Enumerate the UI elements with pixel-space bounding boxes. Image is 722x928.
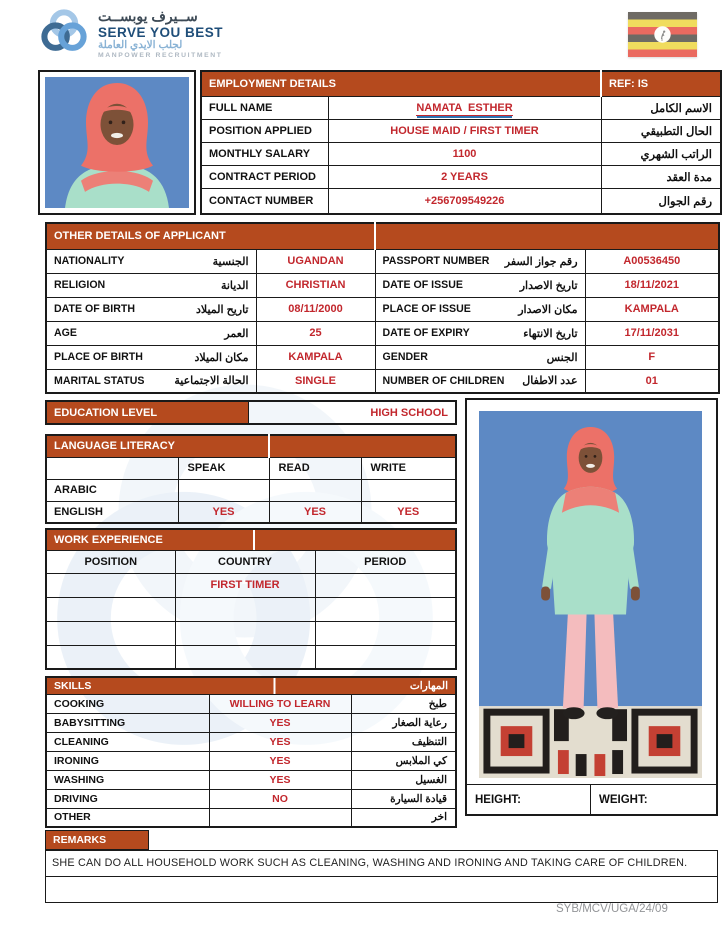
field-label: CONTRACT PERIOD	[201, 165, 328, 188]
field-value: A00536450	[585, 249, 719, 273]
uganda-flag-icon	[628, 12, 697, 57]
table-row	[46, 770, 456, 789]
field-label-arabic: الديانة	[220, 279, 249, 292]
field-label: DATE OF ISSUE	[382, 279, 463, 291]
field-value	[328, 96, 601, 119]
agency-name: SERVE YOU BEST	[98, 25, 224, 41]
skill-label: DRIVING	[46, 789, 209, 808]
field-label: NATIONALITY	[54, 255, 125, 267]
skill-value: YES	[209, 770, 351, 789]
skill-label-arabic: اخر	[351, 808, 456, 827]
table-row	[46, 732, 456, 751]
column-header: PERIOD	[315, 550, 456, 573]
section-header-row	[46, 435, 456, 457]
field-label-arabic: الجنسية	[212, 255, 249, 268]
field-label: MONTHLY SALARY	[201, 142, 328, 165]
agency-logo-icon	[36, 4, 92, 65]
work-experience-title: WORK EXPERIENCE	[46, 529, 456, 550]
language-label: ENGLISH	[46, 501, 178, 523]
field-label: GENDER	[382, 351, 428, 363]
skill-value: YES	[209, 713, 351, 732]
cell-value	[178, 479, 269, 501]
full-name-value: NAMATA ESTHER	[416, 101, 513, 114]
remarks-empty-row	[45, 876, 718, 903]
height-label: HEIGHT:	[467, 785, 591, 814]
field-value: SINGLE	[256, 369, 375, 393]
table-row	[46, 345, 719, 369]
skills-title-arabic: المهارات	[409, 679, 448, 692]
table-row	[46, 621, 456, 645]
skill-label-arabic: قيادة السيارة	[351, 789, 456, 808]
skill-value: WILLING TO LEARN	[209, 694, 351, 713]
education-level-label: EDUCATION LEVEL	[46, 401, 248, 424]
section-header-row	[201, 71, 721, 96]
field-label-arabic: الاسم الكامل	[601, 96, 721, 119]
column-header: SPEAK	[178, 457, 269, 479]
table-row	[46, 597, 456, 621]
table-row	[46, 369, 719, 393]
field-value: +256709549226	[328, 188, 601, 214]
field-label: MARITAL STATUS	[54, 374, 145, 387]
skills-title: SKILLS	[54, 679, 92, 692]
cell-value	[269, 479, 361, 501]
skill-value: NO	[209, 789, 351, 808]
field-value: F	[585, 345, 719, 369]
field-value: UGANDAN	[256, 249, 375, 273]
field-value: CHRISTIAN	[256, 273, 375, 297]
field-value: 25	[256, 321, 375, 345]
table-row	[46, 573, 456, 597]
field-label: DATE OF BIRTH	[54, 303, 136, 315]
education-level-bar	[45, 400, 457, 425]
agency-arabic-name: ســيرف يوبســت	[98, 8, 198, 25]
field-label: CONTACT NUMBER	[201, 188, 328, 214]
table-row	[46, 645, 456, 669]
field-value: 18/11/2021	[585, 273, 719, 297]
field-label-arabic: العمر	[224, 327, 249, 340]
table-row	[46, 297, 719, 321]
weight-label: WEIGHT:	[599, 793, 648, 806]
ref-code-label: REF: IS	[601, 71, 721, 96]
employment-details-title: EMPLOYMENT DETAILS	[201, 71, 601, 96]
field-label-arabic: تاريح الميلاد	[196, 303, 249, 316]
language-literacy-table	[45, 434, 457, 524]
table-row	[46, 249, 719, 273]
agency-arabic-tagline: لجلب الايدي العاملة	[98, 39, 183, 52]
skill-label-arabic: طبخ	[351, 694, 456, 713]
skill-label: COOKING	[46, 694, 209, 713]
field-label: RELIGION	[54, 279, 106, 291]
field-label-arabic: مكان الاصدار	[518, 303, 578, 316]
field-label-arabic: مكان الميلاد	[194, 351, 249, 364]
field-label-arabic: تاريخ الانتهاء	[523, 327, 578, 340]
field-label: POSITION APPLIED	[201, 119, 328, 142]
table-row	[201, 165, 721, 188]
document-ref-code: SYB/MCV/UGA/24/09	[556, 903, 668, 915]
table-row	[46, 273, 719, 297]
section-header-row	[46, 223, 719, 249]
cell-value	[315, 573, 456, 597]
field-label-arabic: عدد الاطفال	[522, 375, 578, 388]
field-value: 2 YEARS	[328, 165, 601, 188]
skill-label-arabic: التنظيف	[351, 732, 456, 751]
cell-value	[46, 573, 175, 597]
column-header: READ	[269, 457, 361, 479]
field-label: FULL NAME	[201, 96, 328, 119]
agency-logo	[36, 4, 223, 65]
field-label-arabic: الحال التطبيقي	[601, 119, 721, 142]
table-row	[46, 479, 456, 501]
table-row	[46, 751, 456, 770]
field-label-arabic: رقم الجوال	[601, 188, 721, 214]
field-label-arabic: الحالة الاجتماعية	[174, 375, 249, 388]
remarks-title: REMARKS	[45, 830, 149, 850]
skill-value: YES	[209, 732, 351, 751]
field-value: 17/11/2031	[585, 321, 719, 345]
table-row	[201, 142, 721, 165]
field-value: 01	[585, 369, 719, 393]
table-row	[201, 96, 721, 119]
language-literacy-title: LANGUAGE LITERACY	[46, 435, 269, 457]
field-value: 08/11/2000	[256, 297, 375, 321]
cell-value: YES	[178, 501, 269, 523]
skill-label: WASHING	[46, 770, 209, 789]
full-body-photo	[467, 400, 716, 784]
field-value: KAMPALA	[585, 297, 719, 321]
work-experience-table	[45, 528, 457, 670]
field-label: PLACE OF BIRTH	[54, 351, 143, 363]
field-label-arabic: تاريخ الاصدار	[519, 279, 578, 292]
measurements-row	[467, 784, 716, 814]
field-label-arabic: الجنس	[546, 351, 578, 364]
field-label-arabic: الراتب الشهري	[601, 142, 721, 165]
skill-label: BABYSITTING	[46, 713, 209, 732]
field-value: HOUSE MAID / FIRST TIMER	[328, 119, 601, 142]
agency-tagline: MANPOWER RECRUITMENT	[98, 51, 223, 59]
skill-label: CLEANING	[46, 732, 209, 751]
column-header: WRITE	[361, 457, 456, 479]
field-label: AGE	[54, 327, 77, 339]
skill-value	[209, 808, 351, 827]
education-level-value: HIGH SCHOOL	[248, 401, 456, 424]
applicant-portrait-photo	[38, 70, 196, 215]
field-label-arabic: مدة العقد	[601, 165, 721, 188]
table-row	[46, 713, 456, 732]
column-header-row	[46, 457, 456, 479]
column-header-row	[46, 550, 456, 573]
section-header-row	[46, 529, 456, 550]
skill-value: YES	[209, 751, 351, 770]
full-body-photo-panel	[465, 398, 718, 816]
employment-details-table	[200, 70, 722, 215]
table-row	[46, 321, 719, 345]
table-row	[46, 501, 456, 523]
table-row	[201, 188, 721, 214]
skill-label-arabic: كي الملابس	[351, 751, 456, 770]
table-row	[46, 694, 456, 713]
skill-label: IRONING	[46, 751, 209, 770]
field-label: PLACE OF ISSUE	[382, 303, 471, 315]
column-header: POSITION	[46, 550, 175, 573]
skills-table	[45, 676, 457, 828]
other-details-title: OTHER DETAILS OF APPLICANT	[46, 223, 375, 249]
table-row	[46, 808, 456, 827]
cell-value: FIRST TIMER	[175, 573, 315, 597]
skill-label-arabic: الغسيل	[351, 770, 456, 789]
field-label-arabic: رقم جواز السفر	[504, 255, 578, 268]
column-header: COUNTRY	[175, 550, 315, 573]
cell-value: YES	[361, 501, 456, 523]
language-label: ARABIC	[46, 479, 178, 501]
field-value: 1100	[328, 142, 601, 165]
field-label: DATE OF EXPIRY	[382, 327, 470, 339]
remarks-text: SHE CAN DO ALL HOUSEHOLD WORK SUCH AS CLEANING, WASHING AND IRONING AND TAKING CARE OF CHILDREN.	[45, 850, 718, 877]
section-header-row	[46, 677, 456, 694]
other-details-table	[45, 222, 720, 394]
field-label: PASSPORT NUMBER	[382, 255, 490, 267]
cell-value: YES	[269, 501, 361, 523]
field-label: NUMBER OF CHILDREN	[382, 374, 505, 387]
field-value: KAMPALA	[256, 345, 375, 369]
skill-label: OTHER	[46, 808, 209, 827]
cell-value	[361, 479, 456, 501]
table-row	[46, 789, 456, 808]
skill-label-arabic: رعاية الصغار	[351, 713, 456, 732]
table-row	[201, 119, 721, 142]
